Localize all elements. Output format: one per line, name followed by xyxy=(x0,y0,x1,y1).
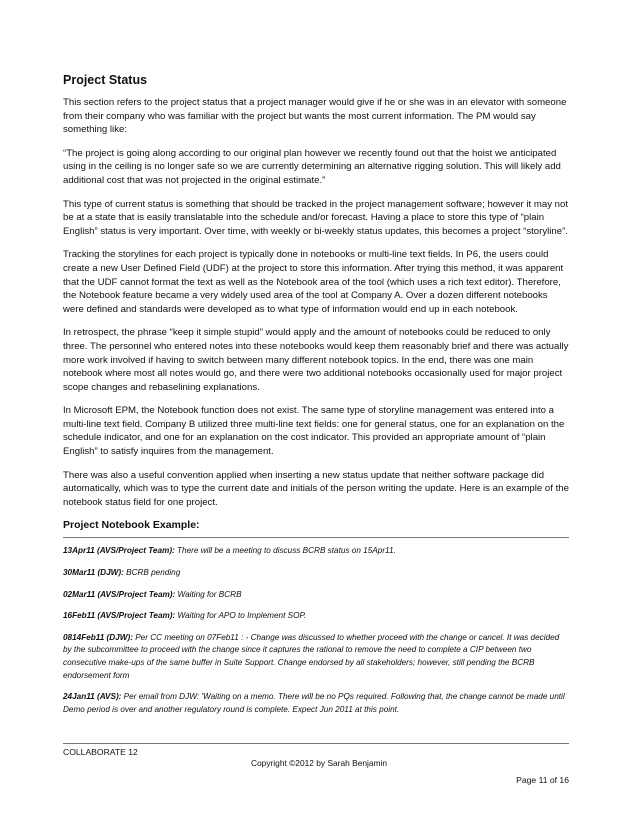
note-text: There will be a meeting to discuss BCRB status on 15Apr11. xyxy=(174,546,396,556)
footer-conference: COLLABORATE 12 xyxy=(63,747,138,757)
note-entry xyxy=(63,632,569,682)
example-title: Project Notebook Example: xyxy=(63,519,200,532)
paragraph-7: There was also a useful convention applied when inserting a new status update that neither software package did automatically, which was to type the current date and initials of the person writing the update. Here is an example of the notebook status field for one project. xyxy=(63,469,569,508)
note-text: Waiting for APO to Implement SOP. xyxy=(175,611,307,621)
paragraph-1: This section refers to the project status that a project manager would give if he or she was in an elevator with someone from their company who was familiar with the project but wants the most current information. The PM would say something like: xyxy=(63,97,567,136)
example-divider xyxy=(63,537,569,538)
note-text: Per email from DJW: 'Waiting on a memo. There will be no PQs required. Following that, the change cannot be made until Demo period is over and another regulatory round is complete. Expect Jun 2011 at this point. xyxy=(63,692,565,714)
paragraph-6: In Microsoft EPM, the Notebook function does not exist. The same type of storyline management was entered into a multi-line text field. Company B utilized three multi-line text fields: one for general status, one for an explanation on the schedule indicator, and one for an explanation on the cost indicator. This provided an appropriate amount of “plain English” to satisfy inquires from the management. xyxy=(63,405,565,458)
paragraph-5: In retrospect, the phrase “keep it simple stupid” would apply and the amount of notebooks could be reduced to only three. The personnel who entered notes into these notebooks would keep them reasonably brief and there was actually more work involved if having to switch between many different notebook topics. In the end, there was one main notebook where most all notes would go, and there were two additional notebooks occasionally used for major project scope changes and rebaselining explanations. xyxy=(63,327,569,393)
note-text: Waiting for BCRB xyxy=(175,589,242,599)
note-entry xyxy=(63,610,569,623)
note-entry xyxy=(63,589,569,602)
note-tag: 02Mar11 (AVS/Project Team): xyxy=(63,589,176,599)
paragraph-2: “The project is going along according to our original plan however we recently found out that the hoist we anticipated using in the ceiling is no longer safe so we are currently determining an alternative rigging solution. This will likely add additional cost that was not projected in the original estimate.” xyxy=(63,147,561,186)
section-title: Project Status xyxy=(63,73,148,87)
paragraph-3: This type of current status is something that should be tracked in the project management software; however it may not be at a state that is easily translatable into the schedule and/or forecast. Having a place to store this type of “plain English” status is very important. Over time, with weekly or bi-weekly status updates, this becomes a project “storyline”. xyxy=(63,198,568,237)
footer-divider xyxy=(63,743,569,744)
note-entry xyxy=(63,545,569,558)
footer-page-number: Page 11 of 16 xyxy=(516,775,569,785)
note-text: Per CC meeting on 07Feb11 : - Change was discussed to whether proceed with the change or cancel. It was decided by the subcommittee to proceed with the change since it captures the rational to remove the need to complete a CIP between two consecutive make-ups of the same buffer in Suite Support. Change endorsed by all stakeholders; however, still pending the BCRB endorsement form xyxy=(63,632,560,680)
note-tag: 24Jan11 (AVS): xyxy=(63,692,122,702)
footer-copyright: Copyright ©2012 by Sarah Benjamin xyxy=(250,758,388,768)
note-entry xyxy=(63,567,569,580)
note-tag: 30Mar11 (DJW): xyxy=(63,568,124,578)
note-tag: 16Feb11 (AVS/Project Team): xyxy=(63,611,176,621)
page-content xyxy=(63,73,569,725)
paragraph-4: Tracking the storylines for each project is typically done in notebooks or multi-line text fields. In P6, the users could create a new User Defined Field (UDF) at the project to store this information. After trying this method, it was apparent that the UDF cannot format the text as well as the Notebook area of the tool (which uses a rich text editor). Therefore, the Notebook feature became a very widely used area of the tool at Company A. Over a dozen different notebooks were defined and standards were developed as to what type of information would end up in each notebook. xyxy=(63,249,564,315)
note-entry xyxy=(63,691,569,716)
note-text: BCRB pending xyxy=(123,568,181,578)
note-tag: 13Apr11 (AVS/Project Team): xyxy=(63,546,175,556)
note-tag: 0814Feb11 (DJW): xyxy=(63,632,133,642)
